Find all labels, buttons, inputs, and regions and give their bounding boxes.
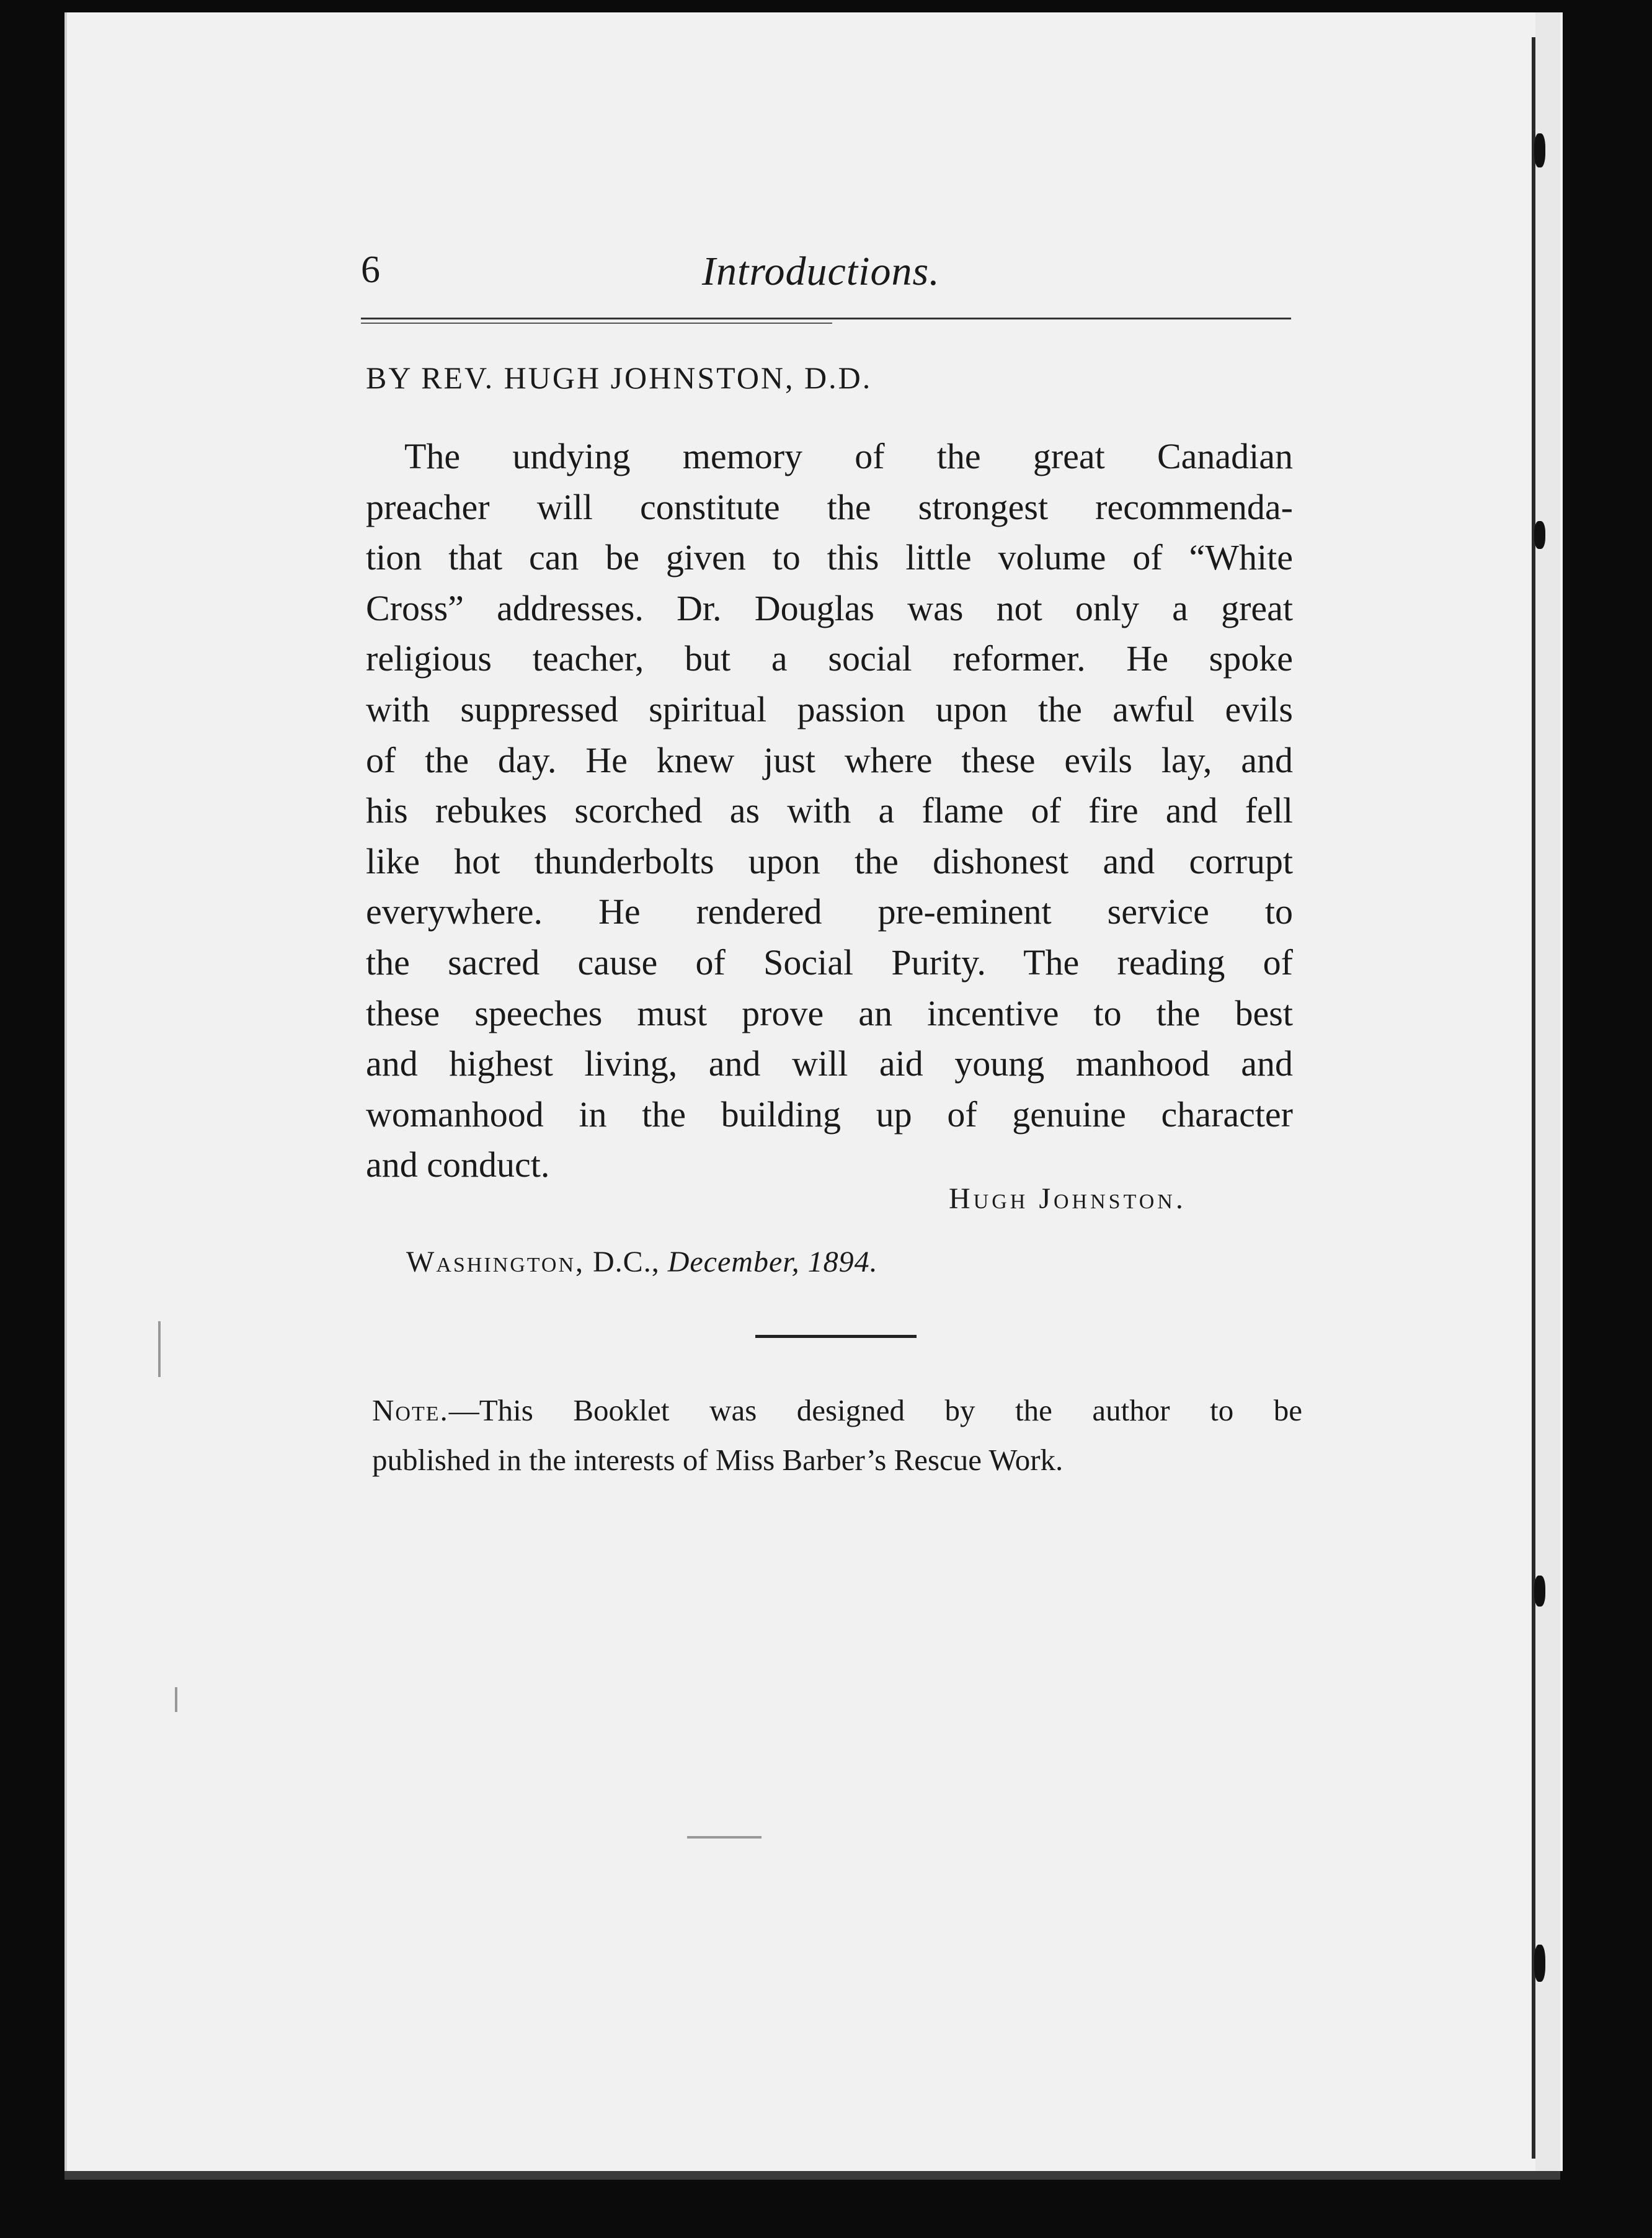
section-divider-rule	[755, 1335, 917, 1338]
body-line: with suppressed spiritual passion upon the awful evils	[366, 689, 1293, 729]
signature: Hugh Johnston.	[949, 1182, 1186, 1215]
binding-mark	[1534, 1945, 1545, 1982]
binding-mark	[1534, 133, 1545, 167]
body-line: the sacred cause of Social Purity. The reading of	[366, 942, 1293, 983]
body-line: and conduct.	[366, 1144, 550, 1185]
body-line: The undying memory of the great Canadian	[404, 436, 1293, 476]
body-line: his rebukes scorched as with a flame of fire and fell	[366, 790, 1293, 831]
body-paragraph	[366, 431, 1293, 1190]
body-line: tion that can be given to this little volume of “White	[366, 537, 1293, 578]
body-line: Cross” addresses. Dr. Douglas was not only a great	[366, 587, 1293, 628]
body-line: and highest living, and will aid young manhood and	[366, 1043, 1293, 1084]
running-head	[361, 248, 1291, 304]
body-line: religious teacher, but a social reformer. He spoke	[366, 638, 1293, 679]
page-margin-strip	[1535, 12, 1560, 2171]
body-line: these speeches must prove an incentive to the best	[366, 992, 1293, 1033]
note-block	[372, 1386, 1302, 1485]
dateline-region: D.C.,	[593, 1246, 660, 1278]
page-bottom-shadow	[64, 2171, 1560, 2180]
dateline-date: December, 1894.	[667, 1246, 878, 1278]
page-number: 6	[361, 249, 380, 291]
body-line: womanhood in the building up of genuine character	[366, 1094, 1293, 1135]
binding-mark	[1534, 521, 1545, 549]
scan-speck	[175, 1687, 177, 1712]
note-line	[372, 1386, 1302, 1435]
header-rule	[361, 318, 1291, 319]
body-line: of the day. He knew just where these evils lay, and	[366, 739, 1293, 780]
dateline-place: Washington,	[406, 1246, 585, 1278]
header-rule-secondary	[361, 323, 832, 324]
binding-mark	[1534, 1576, 1545, 1607]
note-text: —This Booklet was designed by the author to be	[448, 1393, 1302, 1427]
running-title: Introductions.	[702, 249, 940, 294]
byline: BY REV. HUGH JOHNSTON, D.D.	[366, 360, 873, 395]
body-line: like hot thunderbolts upon the dishonest and corrupt	[366, 840, 1293, 881]
note-line: published in the interests of Miss Barber’s Rescue Work.	[372, 1443, 1064, 1477]
body-line: everywhere. He rendered pre-eminent service to	[366, 891, 1293, 932]
note-label: Note.	[372, 1393, 449, 1427]
dateline	[406, 1245, 878, 1279]
scan-speck	[158, 1321, 161, 1377]
page-edge-line	[1532, 37, 1535, 2159]
body-line: preacher will constitute the strongest recommenda-	[366, 486, 1293, 527]
scan-speck	[687, 1836, 762, 1839]
